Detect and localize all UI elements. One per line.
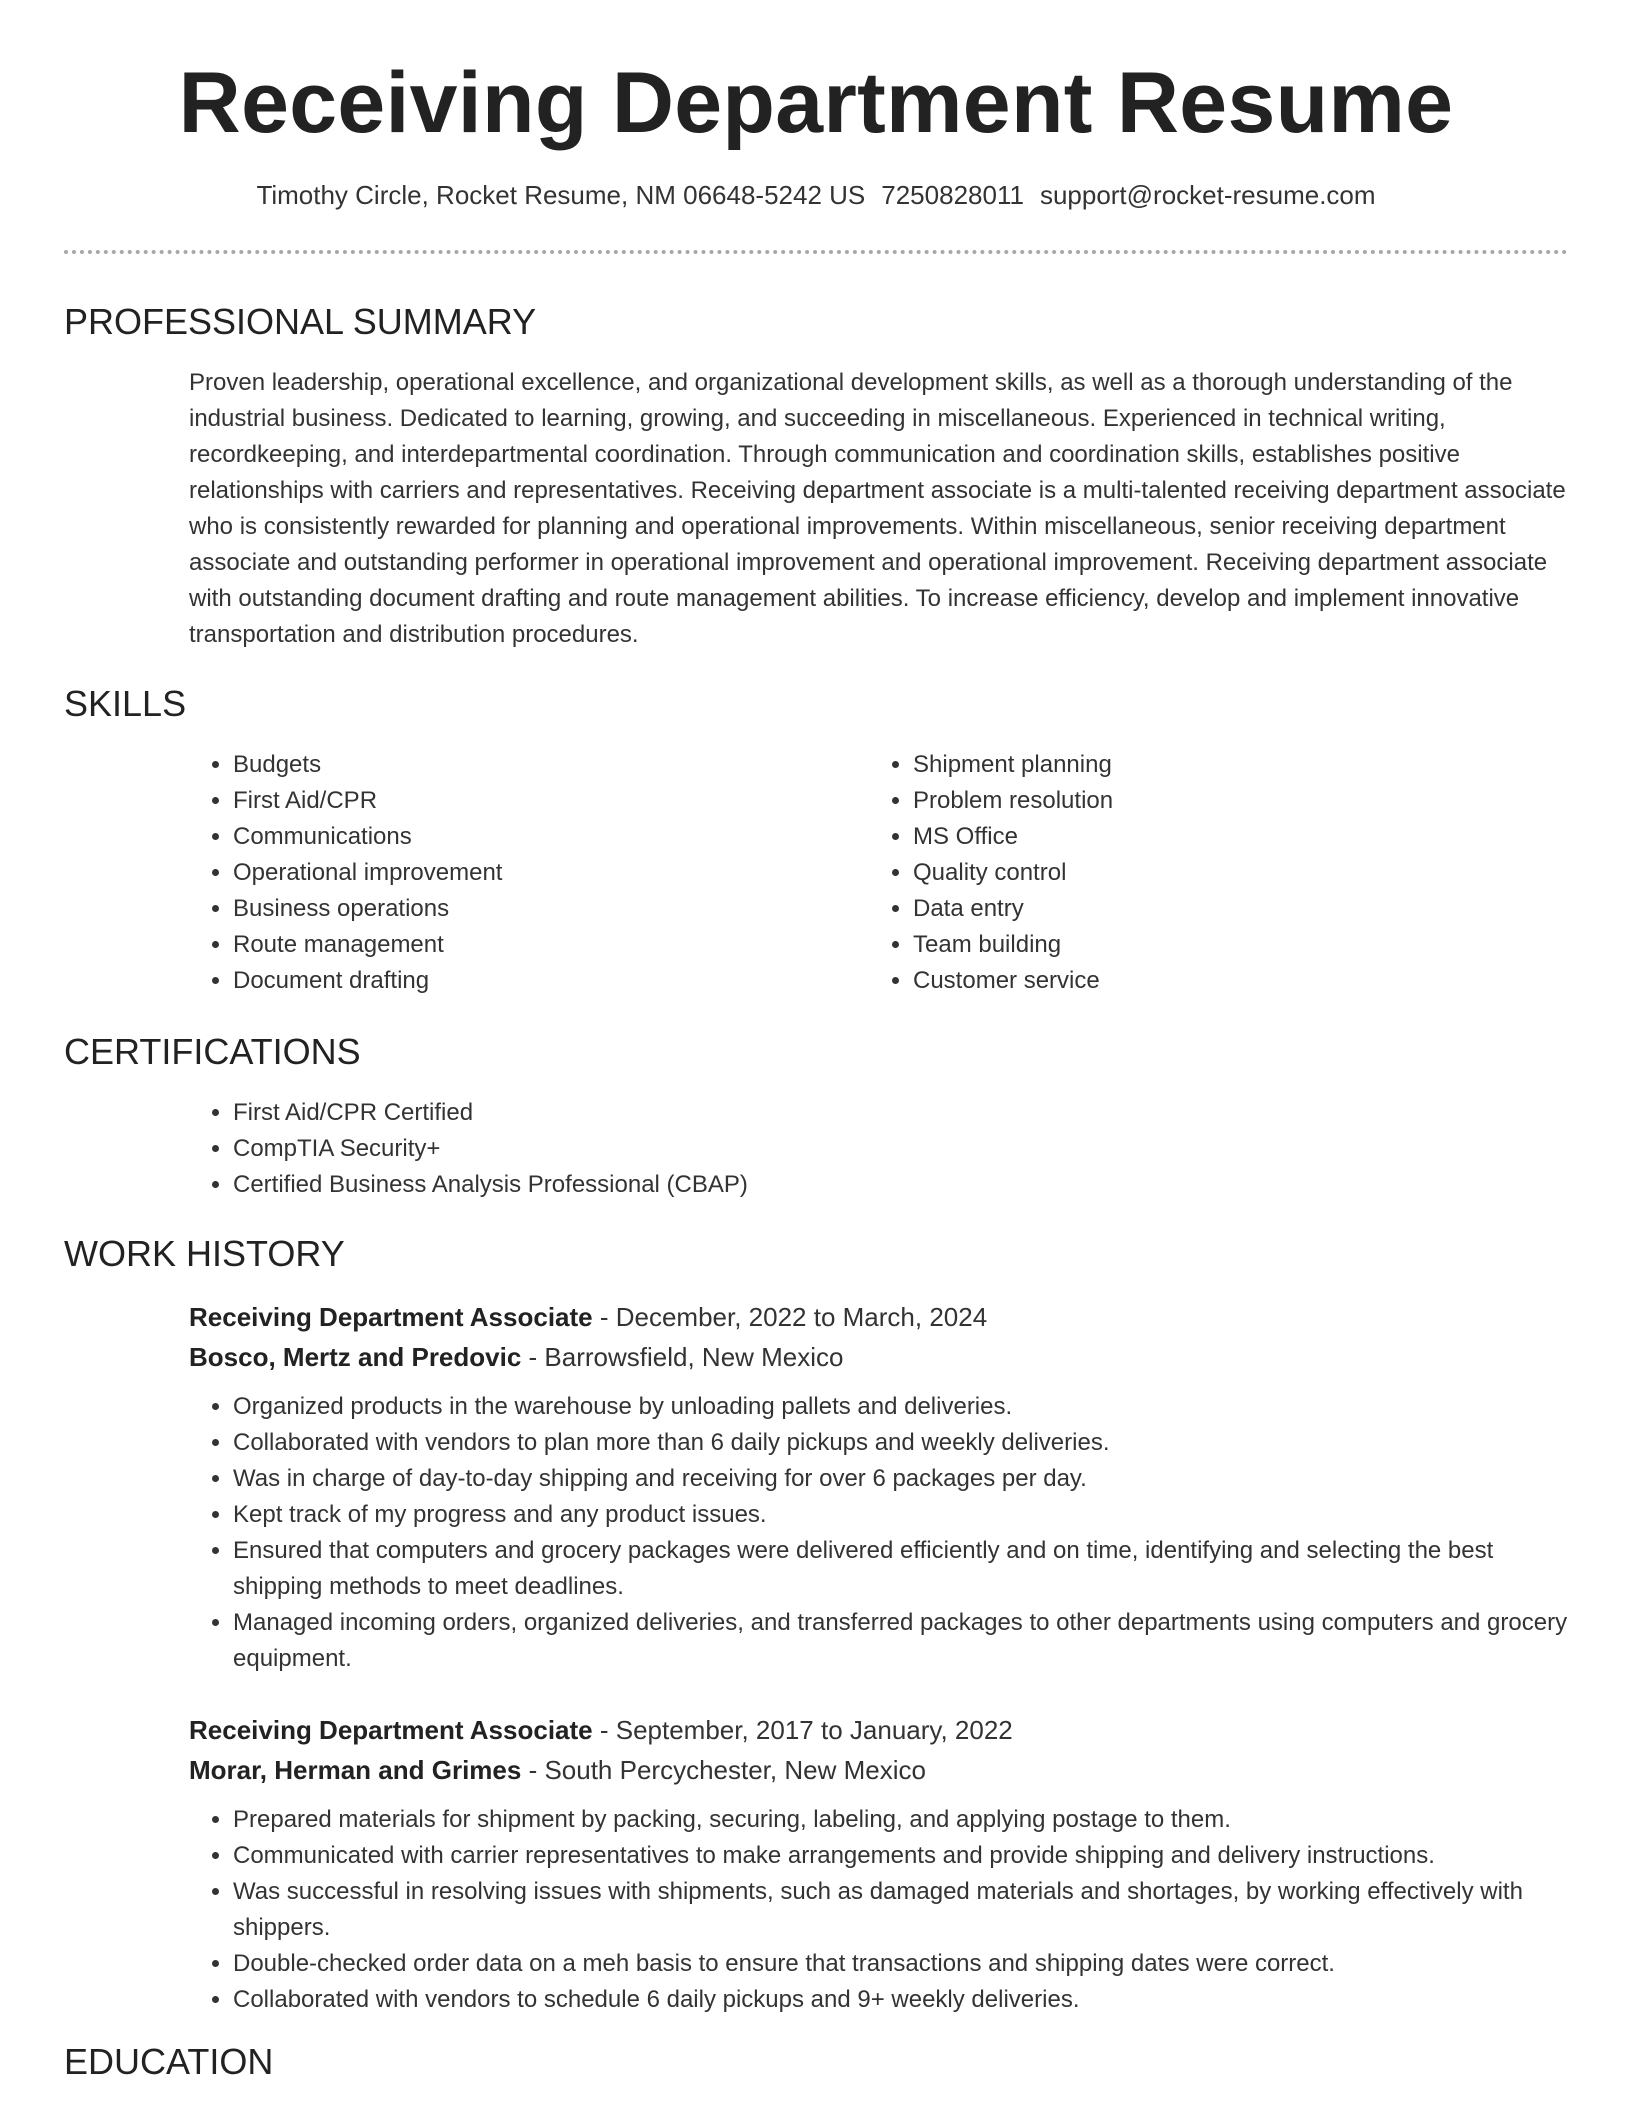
skill-item: • Communications bbox=[233, 819, 869, 855]
job-bullet: • Double-checked order data on a meh basis to ensure that transactions and shipping dates were correct. bbox=[233, 1946, 1569, 1982]
skill-item: • MS Office bbox=[913, 819, 1549, 855]
skill-item: • Operational improvement bbox=[233, 855, 869, 891]
certifications-list bbox=[189, 1095, 1569, 1203]
certifications-heading: CERTIFICATIONS bbox=[64, 1031, 361, 1072]
job-bullet: • Was successful in resolving issues with shipments, such as damaged materials and shortages, by working effectively with shippers. bbox=[233, 1874, 1569, 1946]
summary-text: Proven leadership, operational excellence, and organizational development skills, as well as a thorough understanding of the industrial business. Dedicated to learning, growing, and succeeding in miscellaneous. Experienced in technical writing, recordkeeping, and interdepartmental coordination. Through communication and coordination skills, establishes positive relationships with carriers and representatives. Receiving department associate is a multi-talented receiving department associate who is consistently rewarded for planning and operational improvements. Within miscellaneous, senior receiving department associate and outstanding performer in operational improvement and operational improvement. Receiving department associate with outstanding document drafting and route management abilities. To increase efficiency, develop and implement innovative transportation and distribution procedures. bbox=[189, 369, 1566, 648]
skill-item: • First Aid/CPR bbox=[233, 783, 869, 819]
skills-list-left bbox=[189, 747, 869, 999]
skills-heading: SKILLS bbox=[64, 683, 187, 724]
skill-item: • Problem resolution bbox=[913, 783, 1549, 819]
skill-item: • Quality control bbox=[913, 855, 1549, 891]
skill-item: • Document drafting bbox=[233, 963, 869, 999]
job-dates: - December, 2022 to March, 2024 bbox=[592, 1302, 988, 1332]
job-title: Receiving Department Associate bbox=[189, 1302, 593, 1332]
contact-phone: 7250828011 bbox=[881, 180, 1024, 210]
header-divider bbox=[64, 250, 1568, 254]
job-entry bbox=[189, 1710, 1569, 2018]
job-bullets bbox=[189, 1389, 1569, 1677]
job-bullet: • Collaborated with vendors to plan more than 6 daily pickups and weekly deliveries. bbox=[233, 1425, 1569, 1461]
job-bullet: • Collaborated with vendors to schedule 6 daily pickups and 9+ weekly deliveries. bbox=[233, 1982, 1569, 2018]
summary-heading: PROFESSIONAL SUMMARY bbox=[64, 301, 537, 342]
job-company: Bosco, Mertz and Predovic bbox=[189, 1342, 522, 1372]
job-location: - South Percychester, New Mexico bbox=[521, 1755, 926, 1785]
skill-item: • Team building bbox=[913, 927, 1549, 963]
job-bullet: • Organized products in the warehouse by unloading pallets and deliveries. bbox=[233, 1389, 1569, 1425]
job-dates: - September, 2017 to January, 2022 bbox=[592, 1715, 1013, 1745]
job-bullet: • Prepared materials for shipment by packing, securing, labeling, and applying postage to them. bbox=[233, 1802, 1569, 1838]
skill-item: • Customer service bbox=[913, 963, 1549, 999]
education-heading: EDUCATION bbox=[64, 2041, 274, 2082]
work-history-heading: WORK HISTORY bbox=[64, 1233, 345, 1274]
skill-item: • Data entry bbox=[913, 891, 1549, 927]
contact-address: Timothy Circle, Rocket Resume, NM 06648-5242 US bbox=[256, 180, 866, 210]
job-bullet: • Was in charge of day-to-day shipping and receiving for over 6 packages per day. bbox=[233, 1461, 1569, 1497]
skills-column-left bbox=[189, 747, 869, 999]
certification-item: • CompTIA Security+ bbox=[233, 1131, 1569, 1167]
skill-item: • Budgets bbox=[233, 747, 869, 783]
certifications-block bbox=[189, 1095, 1569, 1203]
job-bullet: • Managed incoming orders, organized deliveries, and transferred packages to other departments using computers and grocery equipment. bbox=[233, 1605, 1569, 1677]
job-bullet: • Ensured that computers and grocery packages were delivered efficiently and on time, identifying and selecting the best shipping methods to meet deadlines. bbox=[233, 1533, 1569, 1605]
skill-item: • Route management bbox=[233, 927, 869, 963]
job-entry bbox=[189, 1297, 1569, 1677]
certification-item: • First Aid/CPR Certified bbox=[233, 1095, 1569, 1131]
certification-item: • Certified Business Analysis Professional (CBAP) bbox=[233, 1167, 1569, 1203]
job-company-line bbox=[189, 1337, 1569, 1377]
job-title: Receiving Department Associate bbox=[189, 1715, 593, 1745]
job-bullet: • Communicated with carrier representatives to make arrangements and provide shipping and delivery instructions. bbox=[233, 1838, 1569, 1874]
job-bullet: • Kept track of my progress and any product issues. bbox=[233, 1497, 1569, 1533]
skills-list-right bbox=[869, 747, 1549, 999]
job-company-line bbox=[189, 1750, 1569, 1790]
page-title: Receiving Department Resume bbox=[178, 55, 1454, 151]
job-bullets bbox=[189, 1802, 1569, 2018]
contact-email[interactable]: support@rocket-resume.com bbox=[1039, 180, 1376, 210]
job-company: Morar, Herman and Grimes bbox=[189, 1755, 522, 1785]
job-location: - Barrowsfield, New Mexico bbox=[521, 1342, 844, 1372]
skills-column-right bbox=[869, 747, 1549, 999]
job-title-line bbox=[189, 1710, 1569, 1750]
job-title-line bbox=[189, 1297, 1569, 1337]
skill-item: • Shipment planning bbox=[913, 747, 1549, 783]
contact-line bbox=[0, 180, 1632, 211]
skill-item: • Business operations bbox=[233, 891, 869, 927]
